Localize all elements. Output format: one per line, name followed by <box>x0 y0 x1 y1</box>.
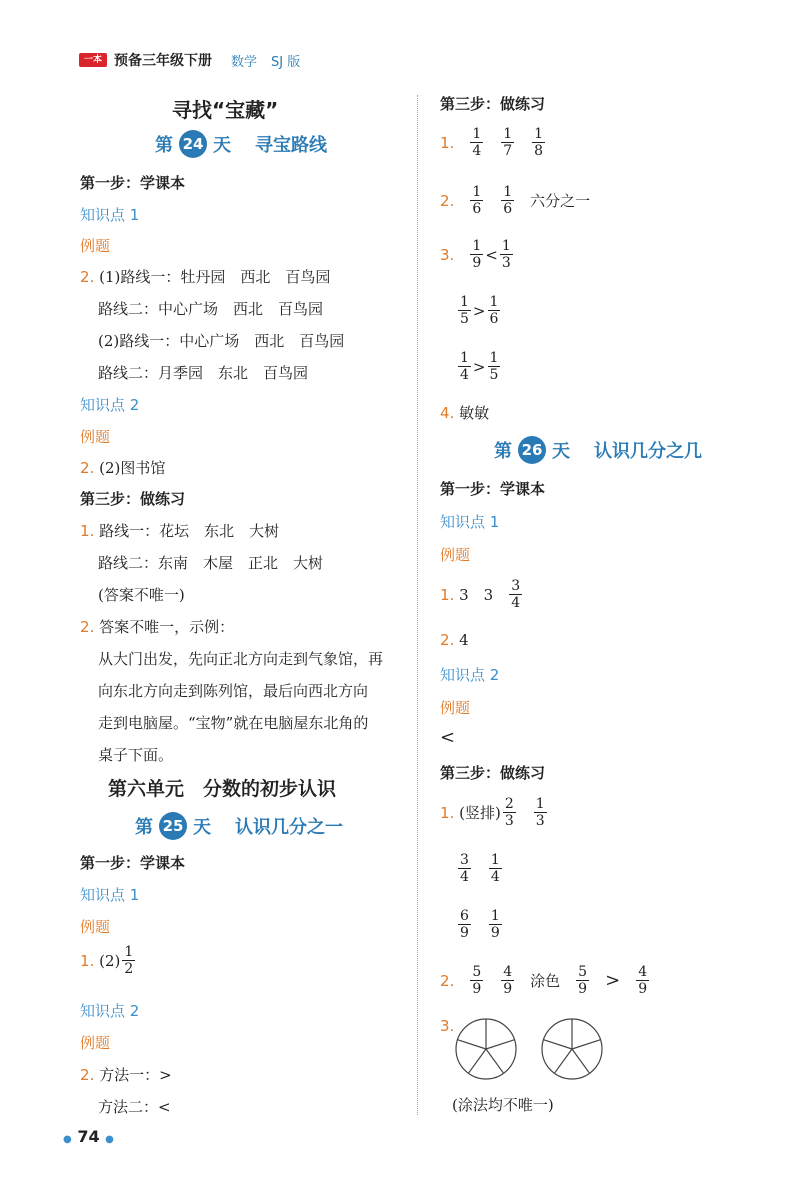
step1-heading-2: 第一步：学课本 <box>80 854 186 872</box>
practice-2-line3: 向东北方向走到陈列馆，最后向西北方向 <box>98 682 369 700</box>
example-label: 例题 <box>80 237 111 255</box>
t-answer-1-line2: $\frac{3}{4}$ $\frac{1}{4}$ <box>460 852 500 885</box>
right-step3b-heading: 第三步：做练习 <box>440 764 546 782</box>
practice-1-line3: (答案不唯一) <box>98 586 185 604</box>
s-answer-1: 1. 3 3 $\frac{3}{4}$ <box>440 578 521 611</box>
t-answer-2: 2. $\frac{5}{9}$ $\frac{4}{9}$ 涂色 $\frac{5}{9}$ > $\frac{4}{9}$ <box>440 964 648 997</box>
knowledge-point-2b: 知识点 2 <box>80 1002 140 1020</box>
circle-diagrams <box>452 1016 612 1082</box>
answer-1-fraction: 1. (2) $\frac{1}{2}$ <box>80 944 134 977</box>
unit-title: 第六单元 分数的初步认识 <box>108 778 337 800</box>
circle-left <box>456 1019 516 1079</box>
t-answer-1-line3: $\frac{6}{9}$ $\frac{1}{9}$ <box>460 908 500 941</box>
right-step3-heading: 第三步：做练习 <box>440 95 546 113</box>
subject-label: 数学 <box>231 55 258 70</box>
r-answer-3-line3: $\frac{1}{4}$ > $\frac{1}{5}$ <box>460 350 499 383</box>
r-answer-1: 1. $\frac{1}{4}$ $\frac{1}{7}$ $\frac{1}{8}$ <box>440 126 544 159</box>
answer-2b: 2. (2)图书馆 <box>80 459 166 477</box>
right-step1-heading: 第一步：学课本 <box>440 480 546 498</box>
example-label-4: 例题 <box>80 1034 111 1052</box>
t-answer-1-line1: 1. (竖排) $\frac{2}{3}$ $\frac{1}{3}$ <box>440 796 545 829</box>
r-answer-4: 4. 敏敏 <box>440 404 490 422</box>
right-example-label-2: 例题 <box>440 699 471 717</box>
day-26-heading: 第 26 天 认识几分之几 <box>494 436 702 464</box>
less-than-answer: < <box>440 727 456 748</box>
example-label-2: 例题 <box>80 428 111 446</box>
day-25-heading: 第 25 天 认识几分之一 <box>135 812 343 840</box>
answer-2-line2: 路线二：中心广场 西北 百鸟园 <box>98 300 324 318</box>
practice-2-line1: 2. 答案不唯一，示例： <box>80 618 235 636</box>
answer-2-line1: 2. (1)路线一：牡丹园 西北 百鸟园 <box>80 268 331 286</box>
practice-2-line2: 从大门出发，先向正北方向走到气象馆，再 <box>98 650 384 668</box>
knowledge-point-1: 知识点 1 <box>80 206 140 224</box>
column-divider <box>417 95 418 1115</box>
right-knowledge-point-1: 知识点 1 <box>440 513 500 531</box>
edition-label: SJ 版 <box>271 55 301 70</box>
book-title: 预备三年级下册 <box>114 53 212 69</box>
answer-2-line4: 路线二：月季园 东北 百鸟园 <box>98 364 309 382</box>
answer-2-method1: 2. 方法一：> <box>80 1066 172 1084</box>
knowledge-point-1b: 知识点 1 <box>80 886 140 904</box>
s-answer-2: 2. 4 <box>440 631 469 649</box>
answer-2-method2: 方法二：< <box>98 1098 171 1116</box>
answer-2-line3: (2)路线一：中心广场 西北 百鸟园 <box>98 332 345 350</box>
step3-heading: 第三步：做练习 <box>80 490 186 508</box>
practice-1-line2: 路线二：东南 木屋 正北 大树 <box>98 554 324 572</box>
practice-1-line1: 1. 路线一：花坛 东北 大树 <box>80 522 280 540</box>
knowledge-point-2: 知识点 2 <box>80 396 140 414</box>
right-knowledge-point-2: 知识点 2 <box>440 666 500 684</box>
practice-2-line4: 走到电脑屋。“宝物”就在电脑屋东北角的 <box>98 714 369 732</box>
practice-2-line5: 桌子下面。 <box>98 746 174 764</box>
circle-right <box>542 1019 602 1079</box>
example-label-3: 例题 <box>80 918 111 936</box>
day-24-heading: 第 24 天 寻宝路线 <box>155 130 327 158</box>
step1-heading: 第一步：学课本 <box>80 174 186 192</box>
page-number: ● 74 ● <box>63 1127 114 1146</box>
shading-note: (涂法均不唯一) <box>452 1096 554 1114</box>
t-answer-3-number: 3. <box>440 1017 455 1035</box>
section-title: 寻找“宝藏” <box>172 98 279 122</box>
r-answer-3-line1: 3. $\frac{1}{9}$ < $\frac{1}{3}$ <box>440 238 511 271</box>
publisher-logo: 一本 <box>79 53 107 67</box>
r-answer-3-line2: $\frac{1}{5}$ > $\frac{1}{6}$ <box>460 294 499 327</box>
right-example-label: 例题 <box>440 546 471 564</box>
r-answer-2: 2. $\frac{1}{6}$ $\frac{1}{6}$ 六分之一 <box>440 184 591 217</box>
